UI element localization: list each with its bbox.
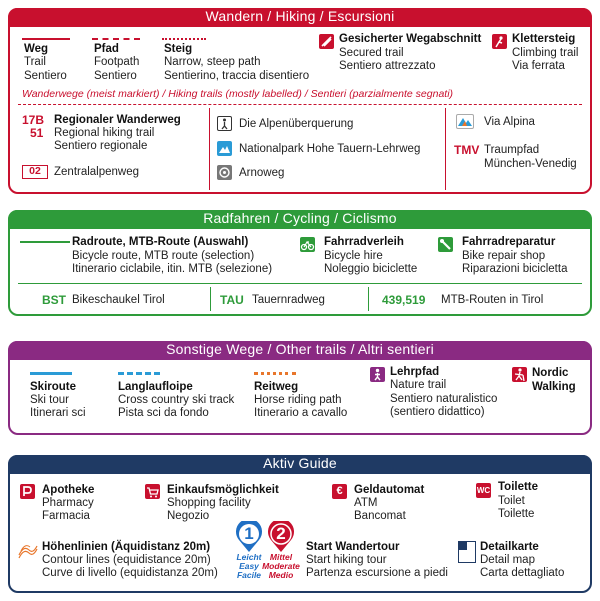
apotheke-en: Pharmacy bbox=[42, 497, 94, 509]
detail-map-icon bbox=[458, 541, 476, 563]
secured-trail-icon bbox=[319, 34, 334, 49]
lang-en: Cross country ski track bbox=[118, 394, 235, 406]
arnoweg-icon bbox=[217, 165, 232, 180]
bst-code: BST bbox=[42, 293, 66, 307]
regional-code-1: 17B bbox=[22, 113, 45, 127]
route-name: Radroute, MTB-Route (Auswahl) bbox=[72, 236, 249, 248]
lehr-name: Lehrpfad bbox=[390, 366, 440, 378]
lang-it: Pista sci da fondo bbox=[118, 407, 209, 419]
lang-name: Langlaufloipe bbox=[118, 381, 193, 393]
tmv-name-2: München-Venedig bbox=[484, 158, 577, 170]
alpen-crossing-icon bbox=[217, 116, 232, 131]
hiking-title: Wandern / Hiking / Escursioni bbox=[8, 8, 592, 27]
nationalpark-name: Nationalpark Hohe Tauern-Lehrweg bbox=[239, 143, 421, 155]
detail-it: Carta dettagliato bbox=[480, 567, 565, 579]
nordic-name-2: Walking bbox=[532, 381, 576, 393]
hire-it: Noleggio biciclette bbox=[324, 263, 418, 275]
klettersteig-name: Klettersteig bbox=[512, 33, 576, 45]
ski-it: Itinerari sci bbox=[30, 407, 86, 419]
steig-en: Narrow, steep path bbox=[164, 56, 261, 68]
weg-line bbox=[22, 38, 70, 40]
repair-name: Fahrradreparatur bbox=[462, 236, 556, 248]
nordic-name: Nordic bbox=[532, 367, 569, 379]
moderate-num: 2 bbox=[276, 524, 286, 543]
zentral-code: 02 bbox=[22, 165, 48, 179]
klettersteig-it: Via ferrata bbox=[512, 60, 565, 72]
ski-name: Skiroute bbox=[30, 381, 77, 393]
via-alpina-icon bbox=[456, 114, 474, 129]
steig-line bbox=[162, 38, 206, 40]
cycling-divider bbox=[18, 283, 582, 284]
moderate-l2: Moderate bbox=[262, 561, 300, 571]
atm-euro-icon: € bbox=[332, 484, 347, 499]
start-name: Start Wandertour bbox=[306, 541, 400, 553]
guide-title: Aktiv Guide bbox=[8, 455, 592, 474]
toilet-icon: WC bbox=[476, 483, 491, 498]
secured-it: Sentiero attrezzato bbox=[339, 60, 436, 72]
ski-en: Ski tour bbox=[30, 394, 69, 406]
mtb-code: 439,519 bbox=[382, 293, 426, 307]
geld-en: ATM bbox=[354, 497, 378, 509]
moderate-l1: Mittel bbox=[269, 552, 293, 562]
steig-name: Steig bbox=[164, 43, 193, 55]
lehr-it-2: (sentiero didattico) bbox=[390, 406, 485, 418]
hire-en: Bicycle hire bbox=[324, 250, 383, 262]
steig-it: Sentierino, traccia disentiero bbox=[164, 70, 310, 82]
klettersteig-en: Climbing trail bbox=[512, 47, 579, 59]
easy-l1: Leicht bbox=[236, 552, 262, 562]
zentral-name: Zentralalpenweg bbox=[54, 166, 140, 178]
contour-lines-icon bbox=[18, 541, 38, 559]
repair-it: Riparazioni bicicletta bbox=[462, 263, 568, 275]
lehr-it: Sentiero naturalistico bbox=[390, 393, 498, 405]
hiking-vdiv-1 bbox=[209, 108, 210, 190]
pfad-it: Sentiero bbox=[94, 70, 137, 82]
pharmacy-icon bbox=[20, 484, 35, 499]
easy-l3: Facile bbox=[236, 570, 262, 580]
weg-name: Weg bbox=[24, 43, 49, 55]
nationalpark-icon bbox=[217, 141, 232, 156]
climbing-icon bbox=[492, 34, 507, 49]
tau-name: Tauernradweg bbox=[252, 294, 325, 306]
bst-name: Bikeschaukel Tirol bbox=[72, 294, 165, 306]
alpen-name: Die Alpenüberquerung bbox=[239, 118, 354, 130]
aktiv-guide-panel bbox=[8, 455, 592, 593]
pfad-name: Pfad bbox=[94, 43, 119, 55]
cycling-panel bbox=[8, 210, 592, 316]
nordic-walking-icon bbox=[512, 367, 527, 382]
regional-code-2: 51 bbox=[30, 126, 44, 140]
langlauf-line bbox=[118, 372, 160, 375]
bike-route-line bbox=[20, 241, 70, 243]
repair-en: Bike repair shop bbox=[462, 250, 546, 262]
secured-name: Gesicherter Wegabschnitt bbox=[339, 33, 482, 45]
einkauf-name: Einkaufsmöglichkeit bbox=[167, 484, 279, 496]
secured-en: Secured trail bbox=[339, 47, 404, 59]
moderate-pin-icon bbox=[266, 521, 296, 553]
route-en: Bicycle route, MTB route (selection) bbox=[72, 250, 255, 262]
apotheke-it: Farmacia bbox=[42, 510, 90, 522]
regional-en: Regional hiking trail bbox=[54, 127, 155, 139]
lehr-en: Nature trail bbox=[390, 379, 447, 391]
toilette-name: Toilette bbox=[498, 481, 539, 493]
toilette-en: Toilet bbox=[498, 495, 525, 507]
hoehen-en: Contour lines (equidistance 20m) bbox=[42, 554, 211, 566]
toilette-it: Toilette bbox=[498, 508, 535, 520]
shopping-icon bbox=[145, 484, 160, 499]
detail-name: Detailkarte bbox=[480, 541, 539, 553]
tmv-code: TMV bbox=[454, 143, 480, 157]
arnoweg-name: Arnoweg bbox=[239, 167, 285, 179]
moderate-labels bbox=[262, 553, 300, 580]
wrench-icon bbox=[438, 237, 453, 252]
ski-route-line bbox=[30, 372, 72, 375]
regional-it: Sentiero regionale bbox=[54, 140, 148, 152]
hiking-note: Wanderwege (meist markiert) / Hiking trails (mostly labelled) / Sentieri (parzialmente segnati) bbox=[22, 88, 454, 100]
tau-code: TAU bbox=[220, 293, 244, 307]
hoehen-it: Curve di livello (equidistanza 20m) bbox=[42, 567, 218, 579]
hiking-divider bbox=[18, 104, 582, 105]
tmv-name: Traumpfad bbox=[484, 144, 540, 156]
pfad-line bbox=[92, 38, 140, 40]
einkauf-en: Shopping facility bbox=[167, 497, 251, 509]
other-trails-panel bbox=[8, 341, 592, 435]
hire-name: Fahrradverleih bbox=[324, 236, 404, 248]
bicycle-hire-icon bbox=[300, 237, 315, 252]
mtb-name: MTB-Routen in Tirol bbox=[441, 294, 544, 306]
moderate-l3: Medio bbox=[268, 570, 294, 580]
cycling-vdiv-2 bbox=[368, 287, 369, 311]
other-title: Sonstige Wege / Other trails / Altri sentieri bbox=[8, 341, 592, 360]
reit-en: Horse riding path bbox=[254, 394, 342, 406]
easy-labels bbox=[232, 553, 266, 580]
weg-en: Trail bbox=[24, 56, 46, 68]
hoehen-name: Höhenlinien (Äquidistanz 20m) bbox=[42, 541, 211, 553]
cycling-vdiv-1 bbox=[210, 287, 211, 311]
start-it: Partenza escursione a piedi bbox=[306, 567, 448, 579]
via-alpina-name: Via Alpina bbox=[484, 116, 535, 128]
detail-en: Detail map bbox=[480, 554, 535, 566]
riding-path-line bbox=[254, 372, 296, 375]
geld-it: Bancomat bbox=[354, 510, 406, 522]
easy-pin-icon bbox=[234, 521, 264, 553]
einkauf-it: Negozio bbox=[167, 510, 210, 522]
start-en: Start hiking tour bbox=[306, 554, 387, 566]
geld-name: Geldautomat bbox=[354, 484, 425, 496]
reit-it: Itinerario a cavallo bbox=[254, 407, 348, 419]
reit-name: Reitweg bbox=[254, 381, 299, 393]
hiking-vdiv-2 bbox=[445, 108, 446, 190]
cycling-title: Radfahren / Cycling / Ciclismo bbox=[8, 210, 592, 229]
regional-name: Regionaler Wanderweg bbox=[54, 114, 181, 126]
easy-num: 1 bbox=[244, 524, 254, 543]
nature-trail-icon bbox=[370, 367, 385, 382]
hiking-panel bbox=[8, 8, 592, 194]
easy-l2: Easy bbox=[239, 561, 259, 571]
weg-it: Sentiero bbox=[24, 70, 67, 82]
pfad-en: Footpath bbox=[94, 56, 140, 68]
apotheke-name: Apotheke bbox=[42, 484, 95, 496]
route-it: Itinerario ciclabile, itin. MTB (selezione) bbox=[72, 263, 273, 275]
